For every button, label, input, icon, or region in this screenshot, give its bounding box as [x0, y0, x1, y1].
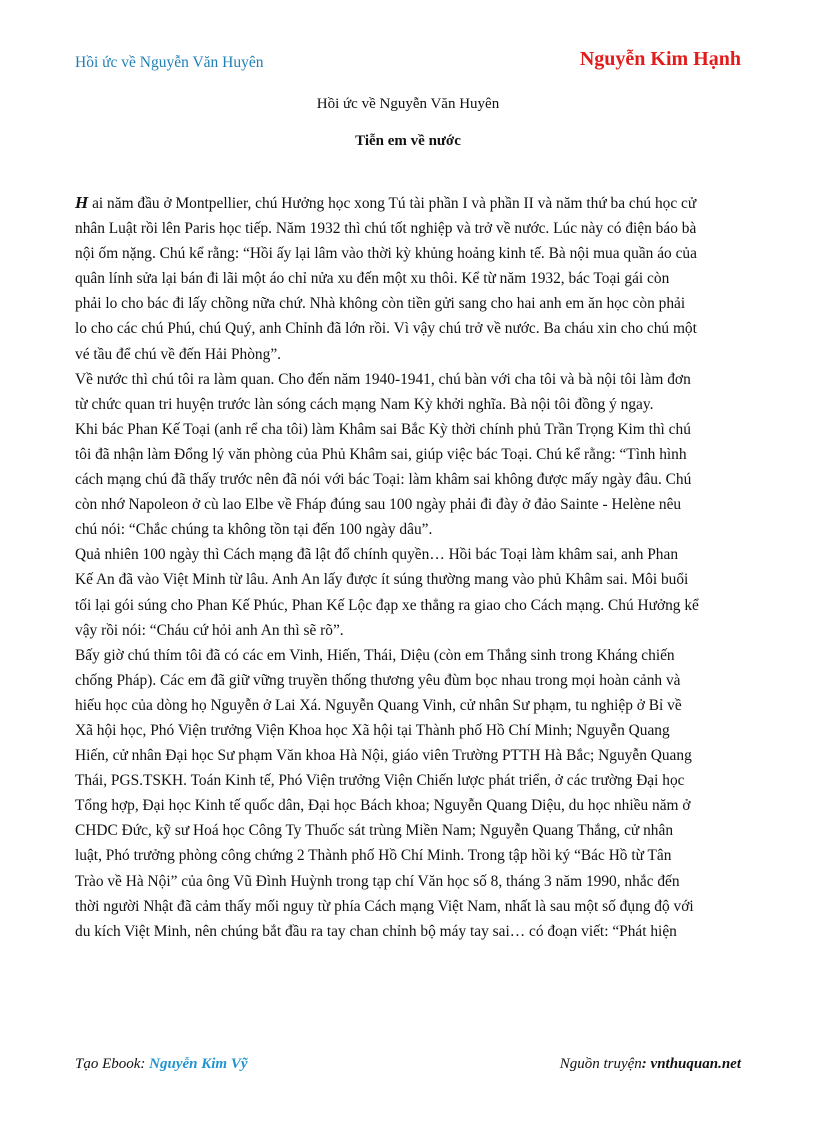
header-author-name: Nguyễn Kim Hạnh: [579, 48, 741, 70]
text-line: Trào về Hà Nội” của ông Vũ Đình Huỳnh trong tạp chí Văn học số 8, tháng 3 năm 1990, nhắc đến: [75, 872, 680, 890]
text-line: Bấy giờ chú thím tôi đã có các em Vinh, Hiến, Thái, Diệu (còn em Thắng sinh trong Kháng chiến: [75, 646, 675, 664]
text-line: lo cho các chú Phú, chú Quý, anh Chỉnh đã lớn rồi. Vì vậy chú trở về nước. Ba cháu xin cho chú một: [75, 320, 697, 338]
text-line: còn nhớ Napoleon ở cù lao Elbe về Fháp đúng sau 100 ngày phải đi đày ở đảo Sainte - Helène nêu: [75, 496, 682, 514]
text-line: từ chức quan tri huyện trước làn sóng cách mạng Nam Kỳ khởi nghĩa. Bà nội tôi đồng ý ngay.: [75, 395, 654, 413]
text-line: du kích Việt Minh, nên chúng bắt đầu ra tay chan chỉnh bộ máy tay sai… có đoạn viết: “Phát hiện: [75, 922, 677, 940]
page-footer: [75, 1056, 741, 1078]
drop-cap: H: [75, 193, 89, 212]
header-book-title: Hồi ức về Nguyễn Văn Huyên: [75, 54, 264, 71]
footer-separator: :: [140, 1056, 150, 1072]
text-line: Về nước thì chú tôi ra làm quan. Cho đến năm 1940-1941, chú bàn với cha tôi và bà nội tôi làm đơn: [75, 370, 691, 388]
text-line: quân lính sửa lại bán đi lãi một áo chỉ nửa xu đến một xu thôi. Kể từ năm 1932, bác Toại gái còn: [75, 270, 670, 288]
text-line: CHDC Đức, kỹ sư Hoá học Công Ty Thuốc sát trùng Miền Nam; Nguyễn Quang Thắng, cử nhân: [75, 822, 674, 840]
text-line: Xã hội học, Phó Viện trưởng Viện Khoa học Xã hội tại Thành phố Hồ Chí Minh; Nguyễn Quang: [75, 721, 670, 739]
text-line: cách mạng chú đã thấy trước nên đã nói với bác Toại: làm khâm sai không được mấy ngày đâu. Chú: [75, 471, 692, 489]
text-line: nội ốm nặng. Chú kể rằng: “Hồi ấy lại lâm vào thời kỳ khủng hoảng kinh tế. Bà nội mua quần áo của: [75, 245, 697, 263]
footer-source-credit: [560, 1056, 741, 1073]
text-line-content: ai năm đầu ở Montpellier, chú Hưởng học xong Tú tài phần I và phần II và năm thứ ba chú học cử: [88, 195, 697, 212]
footer-source-label: Nguồn truyện: [559, 1056, 642, 1072]
page-header: [75, 48, 741, 78]
text-line: Quả nhiên 100 ngày thì Cách mạng đã lật đổ chính quyền… Hồi bác Toại làm khâm sai, anh Phan: [75, 546, 679, 564]
text-line: Khi bác Phan Kế Toại (anh rể cha tôi) làm Khâm sai Bắc Kỳ thời chính phủ Trần Trọng Kim thì chú: [75, 420, 691, 438]
text-line: vậy rồi nói: “Cháu cứ hỏi anh An thì sẽ rõ”.: [75, 621, 344, 639]
text-line: Kế An đã vào Việt Minh từ lâu. Anh An lấy được ít súng thường mang vào phủ Khâm sai. Môi buổi: [75, 571, 689, 589]
text-line: chống Pháp). Các em đã giữ vững truyền thống thương yêu đùm bọc nhau trong mọi hoàn cảnh và: [75, 671, 681, 689]
text-line: Tổng hợp, Đại học Kinh tế quốc dân, Đại học Bách khoa; Nguyễn Quang Diệu, du học nhiều năm ở: [75, 797, 691, 815]
text-line: Hiến, cử nhân Đại học Sư phạm Văn khoa Hà Nội, giáo viên Trường PTTH Hà Bắc; Nguyễn Quang: [75, 747, 692, 765]
text-line: luật, Phó trưởng phòng công chứng 2 Thành phố Hồ Chí Minh. Trong tập hồi ký “Bác Hồ từ Tân: [75, 847, 672, 865]
footer-source-link[interactable]: vnthuquan.net: [650, 1056, 741, 1072]
text-line: tối lại gói súng cho Phan Kế Phúc, Phan Kế Lộc đạp xe thẳng ra giao cho Cách mạng. Chú Hưởng kể: [75, 596, 699, 614]
text-line: Thái, PGS.TSKH. Toán Kinh tế, Phó Viện trưởng Viện Chiến lược phát triển, ở các trường Đại học: [75, 772, 685, 790]
text-line: [75, 190, 745, 216]
text-line: chú nói: “Chắc chúng ta không tồn tại đến 100 ngày dâu”.: [75, 521, 433, 539]
text-line: vé tầu để chú về đến Hải Phòng”.: [75, 345, 281, 363]
text-line: nhân Luật rồi lên Paris học tiếp. Năm 1932 thì chú tốt nghiệp và trở về nước. Lúc này có điện báo bà: [75, 220, 697, 238]
document-title: Hồi ức về Nguyễn Văn Huyên: [316, 96, 500, 112]
footer-ebook-credit: [75, 1056, 248, 1073]
body-text: [75, 190, 745, 944]
text-line: thời người Nhật đã cảm thấy mối nguy từ phía Cách mạng Việt Nam, nhất là sau một số đụng độ với: [75, 897, 694, 915]
text-line: phải lo cho bác đi lấy chồng nữa chứ. Nhà không còn tiền gửi sang cho hai anh em ăn học còn phải: [75, 295, 686, 313]
footer-ebook-label: Tạo Ebook: [75, 1056, 141, 1072]
text-line: hiếu học của dòng họ Nguyễn ở Lai Xá. Nguyễn Quang Vinh, cử nhân Sư phạm, tu nghiệp ở Bỉ về: [75, 696, 682, 714]
footer-ebook-author: Nguyễn Kim Vỹ: [149, 1056, 248, 1072]
text-line: tôi đã nhận làm Đổng lý văn phòng của Phủ Khâm sai, giúp việc bác Toại. Chú kể rằng: “Tình hình: [75, 445, 687, 463]
footer-separator: :: [641, 1056, 651, 1072]
chapter-title: Tiễn em về nước: [355, 133, 461, 149]
